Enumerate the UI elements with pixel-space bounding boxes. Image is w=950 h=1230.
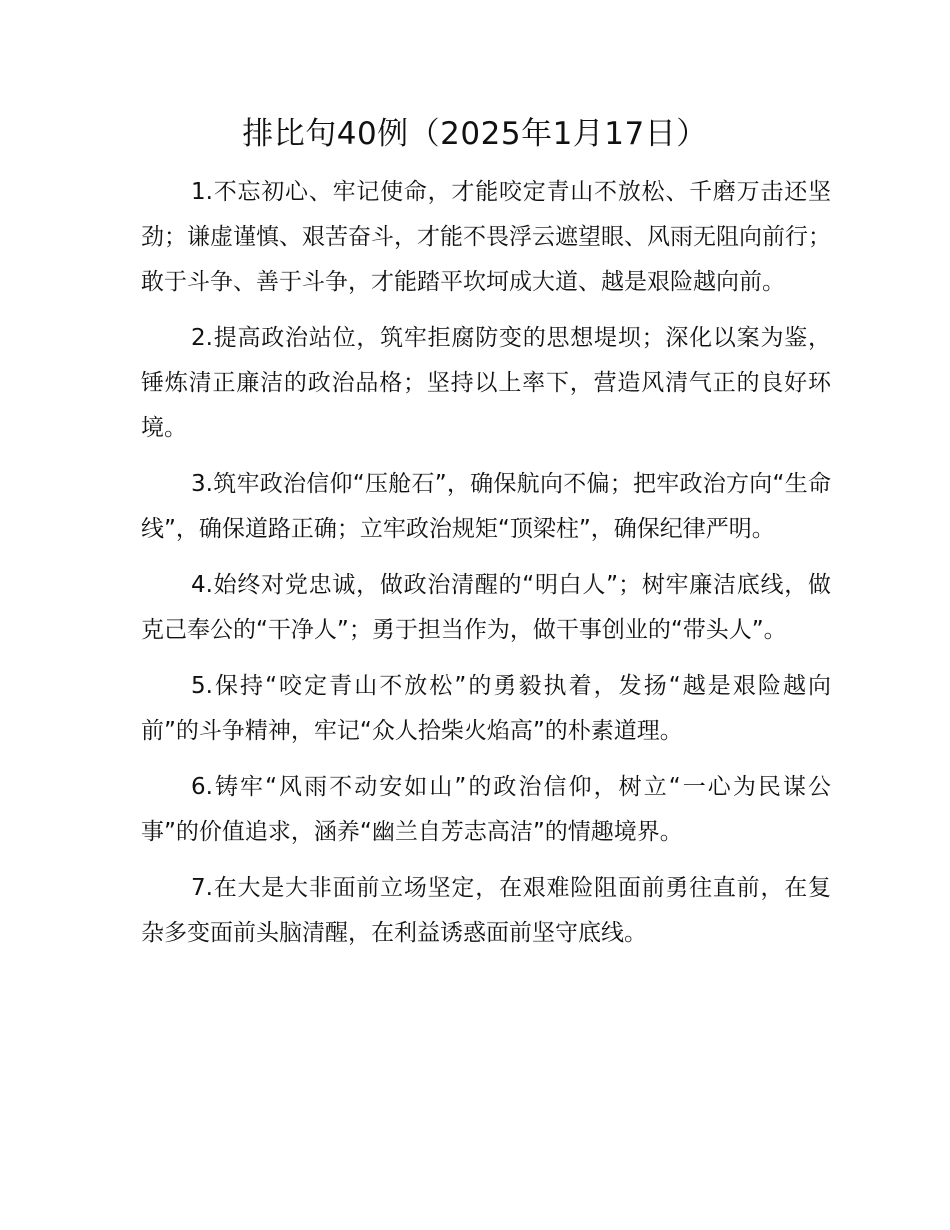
paragraph-4: 4.始终对党忠诚，做政治清醒的“明白人”；树牢廉洁底线，做克己奉公的“干净人”；勇于担当作为，做干事创业的“带头人”。 (141, 572, 831, 643)
paragraph-5: 5.保持“咬定青山不放松”的勇毅执着，发扬“越是艰险越向前”的斗争精神，牢记“众人拾柴火焰高”的朴素道理。 (141, 673, 831, 744)
paragraph-2: 2.提高政治站位，筑牢拒腐防变的思想堤坝；深化以案为鉴，锤炼清正廉洁的政治品格；坚持以上率下，营造风清气正的良好环境。 (141, 325, 831, 441)
paragraph-1: 1.不忘初心、牢记使命，才能咬定青山不放松、千磨万击还坚劲；谦虚谨慎、艰苦奋斗，才能不畏浮云遮望眼、风雨无阻向前行；敢于斗争、善于斗争，才能踏平坎坷成大道、越是艰险越向前。 (141, 179, 831, 295)
document-title: 排比句40例（2025年1月17日） (242, 116, 708, 152)
paragraph-3: 3.筑牢政治信仰“压舱石”，确保航向不偏；把牢政治方向“生命线”，确保道路正确；立牢政治规矩“顶梁柱”，确保纪律严明。 (141, 471, 831, 542)
document-body (141, 170, 831, 967)
paragraph-7: 7.在大是大非面前立场坚定，在艰难险阻面前勇往直前，在复杂多变面前头脑清醒，在利益诱惑面前坚守底线。 (141, 875, 831, 946)
paragraph-6: 6.铸牢“风雨不动安如山”的政治信仰，树立“一心为民谋公事”的价值追求，涵养“幽兰自芳志高洁”的情趣境界。 (141, 774, 831, 845)
